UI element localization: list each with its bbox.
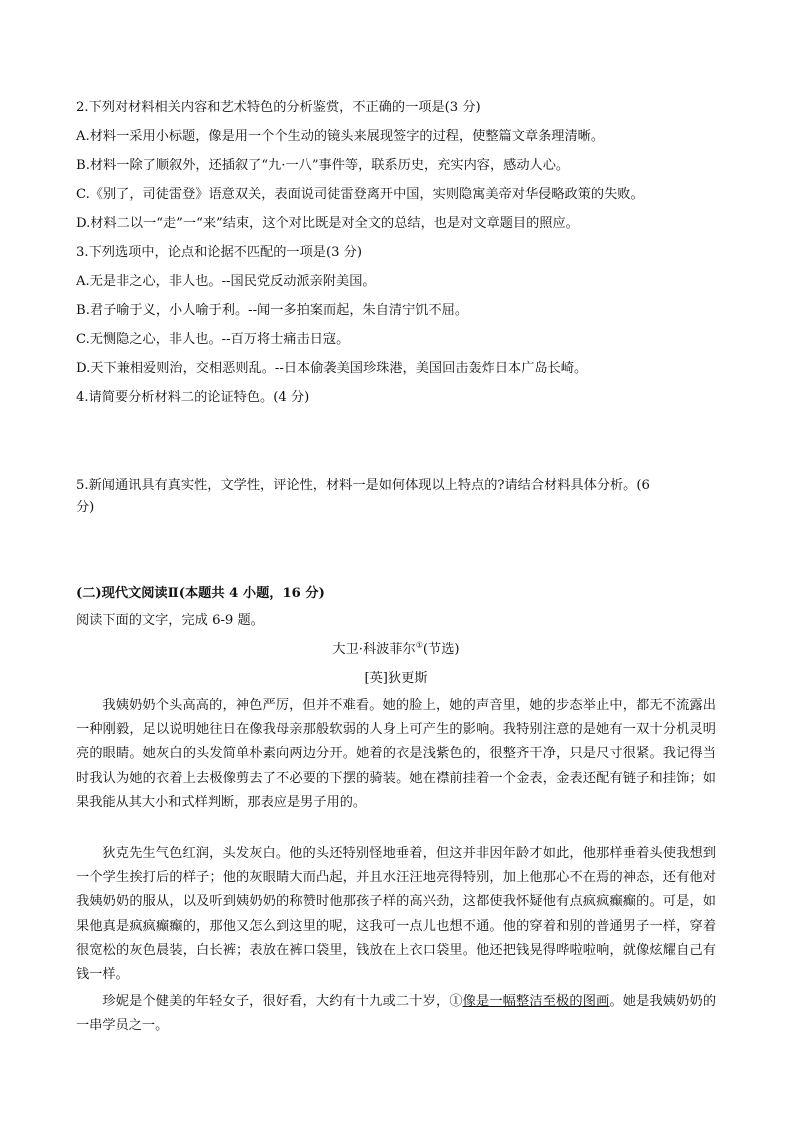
- question-3-option-c: C.无恻隐之心，非人也。--百万将士痛击日寇。: [76, 332, 350, 347]
- paragraph-3-text-after: 。她是我姨奶奶的一串学员之一。: [76, 994, 717, 1034]
- section-heading: (二)现代文阅读Ⅱ(本题共 4 小题，16 分): [76, 586, 325, 601]
- passage-paragraph-3: [76, 990, 716, 1038]
- underlined-sentence: 像是一幅整洁至极的图画: [462, 994, 610, 1009]
- passage-title-suffix: (节选): [422, 642, 460, 657]
- question-5-stem: 5.新闻通讯具有真实性，文学性，评论性，材料一是如何体现以上特点的?请结合材料具体分析。(6: [76, 478, 650, 493]
- sentence-marker: ①: [449, 994, 463, 1009]
- question-5-stem-continued: 分): [76, 500, 95, 515]
- question-3-option-b: B.君子喻于义，小人喻于利。--闻一多拍案而起，朱自清宁饥不屈。: [76, 303, 469, 318]
- footnote-marker: ①: [415, 640, 423, 650]
- paragraph-3-text-before: 珍妮是个健美的年轻女子，很好看，大约有十九或二十岁，: [102, 994, 450, 1009]
- question-3-option-a: A.无是非之心，非人也。--国民党反动派亲附美国。: [76, 274, 376, 289]
- passage-paragraph-2: 狄克先生气色红润，头发灰白。他的头还特别怪地垂着，但这并非因年龄才如此，他那样垂着头使我想到一个学生挨打后的样子；他的灰眼睛大而凸起，并且水汪汪地亮得特别，加上他那心不在焉的神态，还有他对我姨奶奶的服从，以及听到姨奶奶的称赞时他那孩子样的高兴劲，这都使我怀疑他有点疯疯癫癫的。可是，如果他真是疯疯癫癫的，那他又怎么到这里的呢，这我可一点儿也想不通。他的穿着和别的普通男子一样，穿着很宽松的灰色晨装，白长裤；表放在裤口袋里，钱放在上衣口袋里。他还把钱晃得哗啦啦响，就像炫耀自己有钱一样。: [76, 846, 716, 983]
- question-4-stem: 4.请简要分析材料二的论证特色。(4 分): [76, 390, 310, 405]
- question-3-stem: 3.下列选项中，论点和论据不匹配的一项是(3 分): [76, 245, 363, 260]
- passage-title-main: 大卫·科波菲尔: [332, 642, 416, 657]
- reading-instruction: 阅读下面的文字，完成 6-9 题。: [76, 613, 264, 628]
- question-2-option-b: B.材料一除了顺叙外，还插叙了“九·一八”事件等，联系历史，充实内容，感动人心。: [76, 158, 570, 173]
- question-2-stem: 2.下列对材料相关内容和艺术特色的分析鉴赏，不正确的一项是(3 分): [76, 100, 481, 115]
- question-2-option-c: C.《别了，司徒雷登》语意双关，表面说司徒雷登离开中国，实则隐寓美帝对华侵略政策的失败。: [76, 187, 644, 202]
- passage-title: [76, 640, 716, 660]
- question-3-option-d: D.天下兼相爱则治，交相恶则乱。--日本偷袭美国珍珠港，美国回击轰炸日本广岛长崎。: [76, 361, 588, 376]
- question-2-option-d: D.材料二以一“走”一“来”结束，这个对比既是对全文的总结，也是对文章题目的照应。: [76, 216, 579, 231]
- passage-paragraph-1: 我姨奶奶个头高高的，神色严厉，但并不难看。她的脸上，她的声音里，她的步态举止中，都无不流露出一种刚毅，足以说明她往日在像我母亲那般软弱的人身上可产生的影响。我特别注意的是她有一双十分机灵明亮的眼睛。她灰白的头发简单朴素向两边分开。她着的衣是浅紫色的，很整齐干净，只是尺寸很紧。我记得当时我认为她的衣着上去极像剪去了不必要的下摆的骑装。她在襟前挂着一个金表，金表还配有链子和挂饰；如果我能从其大小和式样判断，那表应是男子用的。: [76, 698, 716, 810]
- passage-author: [英]狄更斯: [364, 671, 428, 686]
- question-2-option-a: A.材料一采用小标题，像是用一个个生动的镜头来展现签字的过程，使整篇文章条理清晰。: [76, 129, 605, 144]
